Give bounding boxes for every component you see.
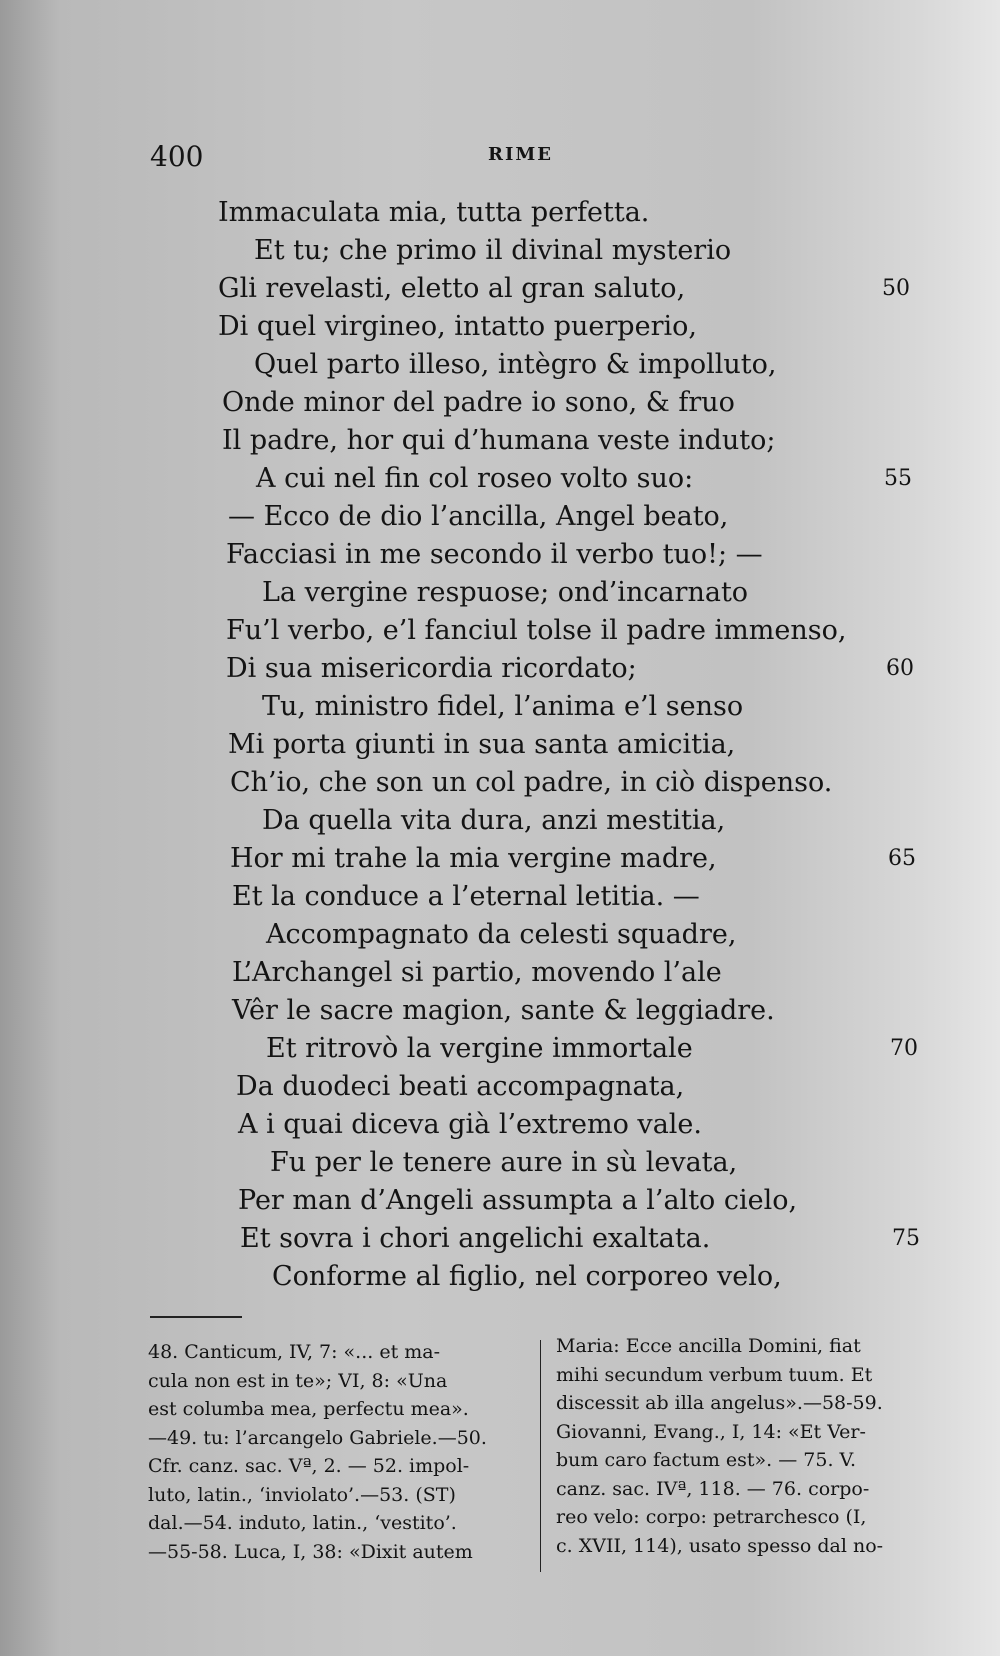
verse-line: — Ecco de dio l’ancilla, Angel beato, xyxy=(228,501,729,532)
verse-line: Gli revelasti, eletto al gran saluto, xyxy=(218,273,686,304)
verse-line: Immaculata mia, tutta perfetta. xyxy=(218,197,650,228)
footnote-line: canz. sac. IVª, 118. — 76. corpo- xyxy=(556,1477,870,1500)
footnote-line: mihi secundum verbum tuum. Et xyxy=(556,1363,873,1386)
footnote-line: dal.—54. induto, latin., ‘vestito’. xyxy=(148,1512,457,1534)
verse-line: Hor mi trahe la mia vergine madre, xyxy=(230,843,717,874)
verse-line: Da duodeci beati accompagnata, xyxy=(236,1071,685,1102)
footnote-line: —49. tu: l’arcangelo Gabriele.—50. xyxy=(148,1426,487,1449)
verse-line: Fu per le tenere aure in sù levata, xyxy=(270,1147,738,1178)
verse-line: Onde minor del padre io sono, & fruo xyxy=(222,387,735,418)
verse-line: Et ritrovò la vergine immortale xyxy=(266,1033,693,1064)
footnotes xyxy=(148,1335,928,1598)
line-number: 60 xyxy=(886,656,914,681)
footnote-line: est columba mea, perfectu mea». xyxy=(148,1398,469,1420)
verse-line: Il padre, hor qui d’humana veste induto; xyxy=(222,425,776,456)
footnote-line: reo velo: corpo: petrarchesco (I, xyxy=(556,1506,867,1528)
verse-line: Et tu; che primo il divinal mysterio xyxy=(254,235,732,266)
verse-line: Mi porta giunti in sua santa amicitia, xyxy=(228,729,736,760)
line-number: 70 xyxy=(890,1036,918,1061)
verse-line: L’Archangel si partio, movendo l’ale xyxy=(232,957,722,988)
verse-line: Di sua misericordia ricordato; xyxy=(226,653,637,684)
footnote-line: —55-58. Luca, I, 38: «Dixit autem xyxy=(148,1540,473,1563)
verse-line: Di quel virgineo, intatto puerperio, xyxy=(218,311,697,342)
verse-line: A cui nel fin col roseo volto suo: xyxy=(256,463,694,494)
footnote-line: Cfr. canz. sac. Vª, 2. — 52. impol- xyxy=(148,1455,470,1477)
verse-line: La vergine respuose; ond’incarnato xyxy=(262,577,749,608)
verse-line: Quel parto illeso, intègro & impolluto, xyxy=(254,349,777,380)
verse-line: Conforme al figlio, nel corporeo velo, xyxy=(272,1261,782,1292)
verse-line: Accompagnato da celesti squadre, xyxy=(266,919,737,950)
footnotes-right-column xyxy=(556,1332,928,1560)
verse-line: Da quella vita dura, anzi mestitia, xyxy=(262,805,726,836)
page-number: 400 xyxy=(150,140,204,173)
verse-line: Per man d’Angeli assumpta a l’alto cielo, xyxy=(238,1185,798,1216)
footnote-line: Maria: Ecce ancilla Domini, fiat xyxy=(556,1335,861,1357)
verse-line: Fu’l verbo, e’l fanciul tolse il padre immenso, xyxy=(226,615,847,646)
line-number: 50 xyxy=(882,276,910,301)
line-number: 55 xyxy=(884,466,912,491)
verse-line: A i quai diceva già l’extremo vale. xyxy=(238,1109,702,1140)
footnote-line: Giovanni, Evang., I, 14: «Et Ver- xyxy=(556,1420,866,1443)
footnote-rule xyxy=(150,1316,242,1318)
verse-line: Tu, ministro fidel, l’anima e’l senso xyxy=(262,691,744,722)
verse-line: Vêr le sacre magion, sante & leggiadre. xyxy=(232,995,775,1026)
verse-line: Facciasi in me secondo il verbo tuo!; — xyxy=(226,539,763,570)
verse-line: Et sovra i chori angelichi exaltata. xyxy=(240,1223,711,1254)
running-head: RIME xyxy=(488,144,554,165)
verse-line: Et la conduce a l’eternal letitia. — xyxy=(232,881,700,912)
footnotes-left-column xyxy=(148,1338,526,1566)
footnote-line: c. XVII, 114), usato spesso dal no- xyxy=(556,1534,884,1557)
footnote-line: 48. Canticum, IV, 7: «... et ma- xyxy=(148,1341,441,1363)
line-number: 75 xyxy=(892,1226,920,1251)
footnote-line: discessit ab illa angelus».—58-59. xyxy=(556,1392,883,1414)
line-number: 65 xyxy=(888,846,916,871)
footnote-column-divider xyxy=(540,1340,541,1572)
footnote-line: bum caro factum est». — 75. V. xyxy=(556,1449,856,1471)
page-header xyxy=(150,140,810,180)
footnote-line: cula non est in te»; VI, 8: «Una xyxy=(148,1369,448,1392)
footnote-line: luto, latin., ‘inviolato’.—53. (ST) xyxy=(148,1483,456,1506)
verse-line: Ch’io, che son un col padre, in ciò dispenso. xyxy=(230,767,833,798)
